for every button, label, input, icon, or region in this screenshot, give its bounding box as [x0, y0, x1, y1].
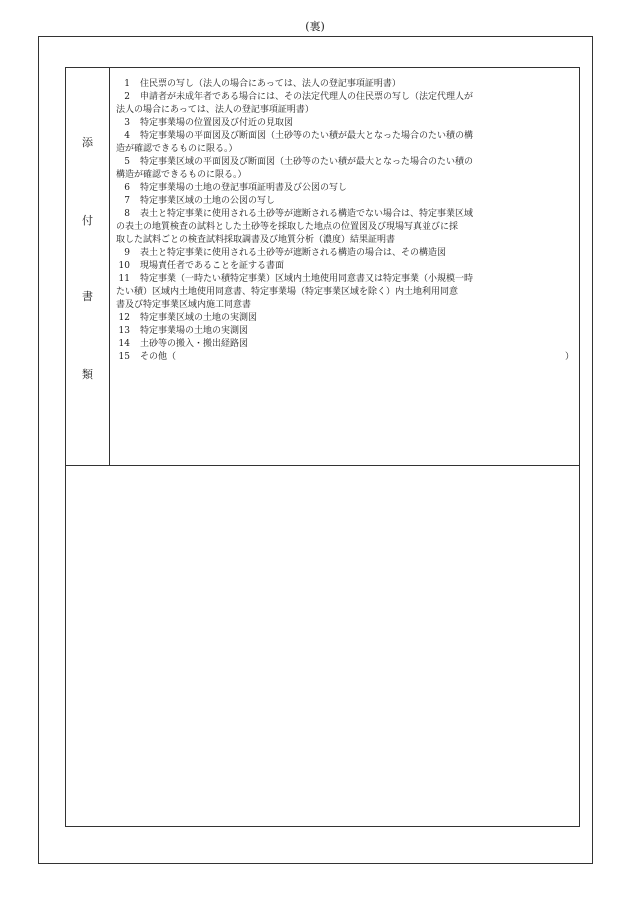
list-item-continuation: 取した試料ごとの検査試料採取調書及び地質分析（濃度）結果証明書 — [116, 235, 396, 245]
list-item-continuation: たい積）区域内土地使用同意書、特定事業場（特定事業区域を除く）内土地利用同意 — [116, 287, 459, 297]
attachments-list — [116, 78, 576, 364]
list-item: 14 土砂等の搬入・搬出経路図 — [118, 339, 249, 349]
label-char-4: 類 — [82, 368, 93, 381]
list-item-continuation: 造が確認できるものに限る。） — [116, 144, 238, 154]
list-item: 4 特定事業場の平面図及び断面図（土砂等のたい積が最大となった場合のたい積の構 — [124, 131, 474, 141]
list-item: 9 表土と特定事業に使用される土砂等が遮断される構造の場合は、その構造図 — [124, 248, 447, 258]
label-char-1: 添 — [82, 136, 93, 149]
list-item: 7 特定事業区域の土地の公図の写し — [124, 196, 276, 206]
list-item-continuation: の表土の地質検査の試料とした土砂等を採取した地点の位置図及び現場写真並びに採 — [116, 222, 459, 232]
list-item-continuation: 法人の場合にあっては、法人の登記事項証明書） — [116, 105, 314, 115]
attachments-section — [66, 68, 579, 466]
list-item-continuation: 構造が確認できるものに限る。） — [116, 170, 247, 180]
list-item: 6 特定事業場の土地の登記事項証明書及び公図の写し — [124, 183, 348, 193]
attachments-label-cell — [66, 68, 110, 465]
list-item: 13 特定事業場の土地の実測図 — [118, 326, 249, 336]
other-close-paren: ） — [564, 352, 574, 362]
list-item: 12 特定事業区域の土地の実測図 — [118, 313, 258, 323]
list-item: 11 特定事業（一時たい積特定事業）区域内土地使用同意書又は特定事業（小規模一時 — [118, 274, 474, 284]
list-item: 1 住民票の写し（法人の場合にあっては、法人の登記事項証明書） — [124, 79, 401, 89]
label-char-2: 付 — [82, 214, 93, 227]
page-side-label: (裏) — [305, 20, 325, 33]
list-item: 3 特定事業場の位置図及び付近の見取図 — [124, 118, 294, 128]
list-item: 10 現場責任者であることを証する書面 — [118, 261, 285, 271]
list-item: 5 特定事業区域の平面図及び断面図（土砂等のたい積が最大となった場合のたい積の — [124, 157, 474, 167]
form-outer-frame — [38, 36, 593, 864]
list-item: 2 申請者が未成年者である場合には、その法定代理人の住民票の写し（法定代理人が — [124, 92, 474, 102]
form-table — [65, 67, 580, 827]
list-item-continuation: 書及び特定事業区域内施工同意書 — [116, 300, 252, 310]
list-item-other: 15 その他（ ） — [118, 352, 574, 362]
notes-blank-area — [66, 466, 579, 826]
label-char-3: 書 — [82, 290, 93, 303]
list-item: 8 表土と特定事業に使用される土砂等が遮断される構造でない場合は、特定事業区域 — [124, 209, 474, 219]
